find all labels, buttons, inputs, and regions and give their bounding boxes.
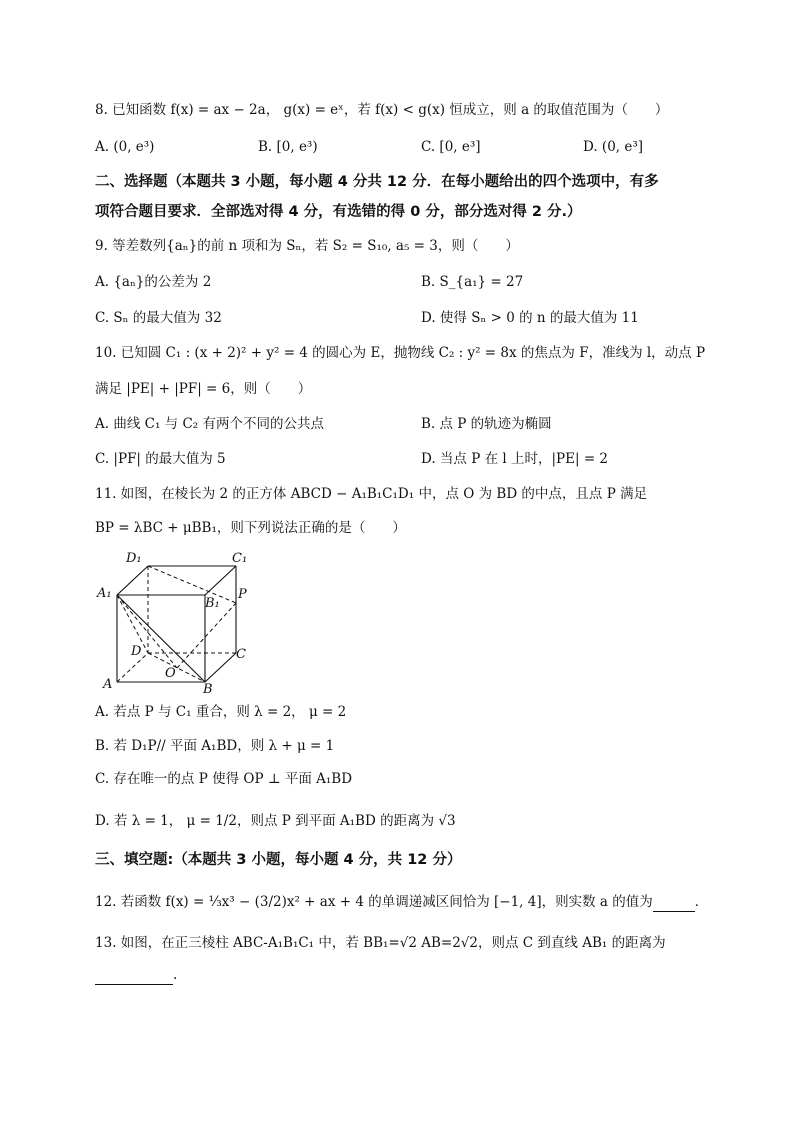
q11-option-b: B. 若 D₁P// 平面 A₁BD，则 λ + μ = 1 <box>95 738 335 754</box>
q11-option-c: C. 存在唯一的点 P 使得 OP ⊥ 平面 A₁BD <box>95 771 353 787</box>
q10-option-a: A. 曲线 C₁ 与 C₂ 有两个不同的公共点 <box>95 416 324 432</box>
edge-D1P <box>148 566 236 603</box>
q11-stem-line1: 11. 如图，在棱长为 2 的正方体 ABCD − A₁B₁C₁D₁ 中，点 O 为 BD 的中点，且点 P 满足 <box>95 486 648 502</box>
edge-A1O <box>117 595 177 668</box>
section2-heading-line2: 项符合题目要求．全部选对得 4 分，有选错的得 0 分，部分选对得 2 分.） <box>95 204 582 220</box>
q12-end: ． <box>694 894 709 910</box>
q10-stem-line1: 10. 已知圆 C₁ : (x + 2)² + y² = 4 的圆心为 E，抛物线 C₂ : y² = 8x 的焦点为 F，准线为 l，动点 P <box>95 345 706 361</box>
q8-option-b: B. [0, e³) <box>258 139 318 155</box>
q13-answer-line <box>95 966 177 985</box>
q11-stem-line2: BP = λBC + μBB₁，则下列说法正确的是（ ） <box>95 520 406 536</box>
edge-A1D1 <box>117 566 148 595</box>
edge-OP <box>177 603 236 668</box>
label-b1: B₁ <box>205 596 220 611</box>
q9-option-d: D. 使得 Sₙ > 0 的 n 的最大值为 11 <box>421 310 639 326</box>
q9-option-c: C. Sₙ 的最大值为 32 <box>95 310 222 326</box>
q9-option-a: A. {aₙ}的公差为 2 <box>95 274 212 290</box>
q11-option-a: A. 若点 P 与 C₁ 重合，则 λ = 2， μ = 2 <box>95 704 347 720</box>
label-b: B <box>203 682 213 695</box>
q10-option-b: B. 点 P 的轨迹为椭圆 <box>421 416 552 432</box>
q8-stem: 8. 已知函数 f(x) = ax − 2a， g(x) = eˣ，若 f(x) < g(x) 恒成立，则 a 的取值范围为（ ） <box>95 102 669 118</box>
q8-option-a: A. (0, e³) <box>95 139 155 155</box>
edge-BC <box>205 653 236 682</box>
q8-option-d: D. (0, e³] <box>583 139 644 155</box>
q13-stem: 13. 如图，在正三棱柱 ABC-A₁B₁C₁ 中，若 BB₁=√2 AB=2√2，则点 C 到直线 AB₁ 的距离为 <box>95 935 666 951</box>
label-d: D <box>131 644 142 659</box>
edge-A1B <box>117 595 205 682</box>
q12-answer-blank[interactable] <box>653 893 695 912</box>
label-p: P <box>238 587 247 602</box>
q9-stem: 9. 等差数列{aₙ}的前 n 项和为 Sₙ，若 S₂ = S₁₀, a₅ = 3，则（ ） <box>95 238 519 254</box>
q10-option-d: D. 当点 P 在 l 上时，|PE| = 2 <box>421 451 609 467</box>
q13-answer-blank[interactable] <box>95 966 173 985</box>
q8-option-c: C. [0, e³] <box>421 139 481 155</box>
q12-stem <box>95 893 708 912</box>
q10-stem-line2: 满足 |PE| + |PF| = 6，则（ ） <box>95 381 312 397</box>
q9-option-b: B. S_{a₁} = 27 <box>421 274 524 290</box>
label-o: O <box>165 666 176 681</box>
q13-end: . <box>173 967 178 983</box>
label-d1: D₁ <box>126 551 142 566</box>
q10-option-c: C. |PF| 的最大值为 5 <box>95 451 226 467</box>
label-c: C <box>236 647 246 662</box>
section3-heading: 三、填空题:（本题共 3 小题，每小题 4 分，共 12 分） <box>95 852 462 868</box>
label-a1: A₁ <box>97 586 112 601</box>
edge-B1C1 <box>205 566 236 595</box>
label-c1: C₁ <box>232 551 248 566</box>
cube-figure <box>95 545 265 695</box>
label-a: A <box>103 677 113 692</box>
q11-option-d: D. 若 λ = 1， μ = 1/2，则点 P 到平面 A₁BD 的距离为 √3 <box>95 813 456 829</box>
q12-text: 12. 若函数 f(x) = ⅓x³ − (3/2)x² + ax + 4 的单调递减区间恰为 [−1, 4]，则实数 a 的值为 <box>95 894 653 910</box>
section2-heading-line1: 二、选择题（本题共 3 小题，每小题 4 分共 12 分．在每小题给出的四个选项中，有多 <box>95 174 659 190</box>
